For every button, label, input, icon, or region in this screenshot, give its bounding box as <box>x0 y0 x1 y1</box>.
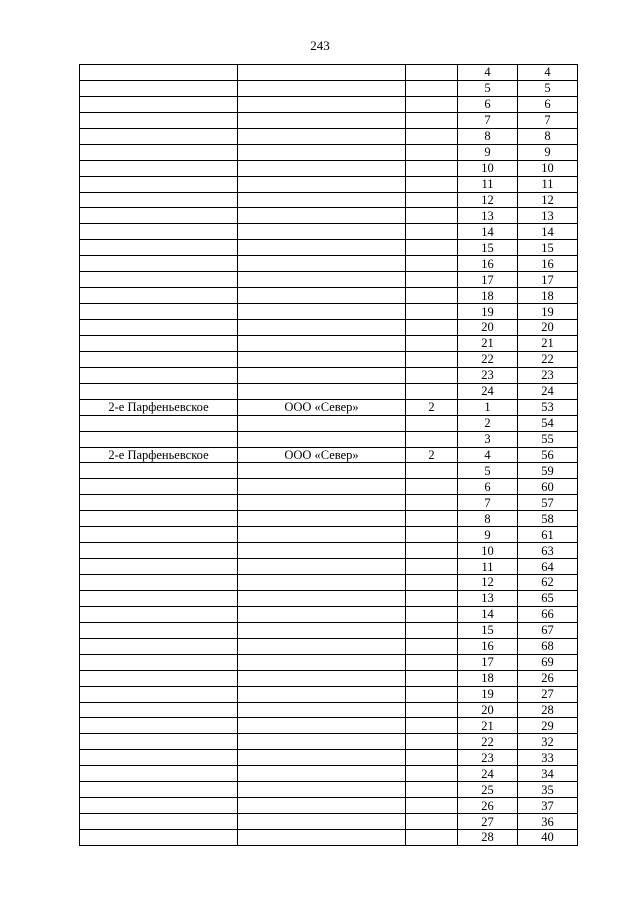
quarter-cell <box>406 128 458 144</box>
plot-number-cell: 23 <box>458 750 518 766</box>
forest-district-cell <box>80 527 238 543</box>
plot-number-cell: 17 <box>458 272 518 288</box>
forest-district-cell: 2-е Парфеньевское <box>80 447 238 463</box>
record-number-cell: 37 <box>518 798 578 814</box>
organization-cell <box>238 543 406 559</box>
forest-district-cell <box>80 208 238 224</box>
record-number-cell: 17 <box>518 272 578 288</box>
organization-cell <box>238 750 406 766</box>
table-row <box>80 351 578 367</box>
plot-number-cell: 10 <box>458 160 518 176</box>
forest-district-cell: 2-е Парфеньевское <box>80 399 238 415</box>
organization-cell <box>238 176 406 192</box>
record-number-cell: 18 <box>518 288 578 304</box>
quarter-cell <box>406 272 458 288</box>
organization-cell <box>238 718 406 734</box>
forest-district-cell <box>80 575 238 591</box>
forest-district-cell <box>80 830 238 846</box>
quarter-cell <box>406 590 458 606</box>
record-number-cell: 54 <box>518 415 578 431</box>
record-number-cell: 11 <box>518 176 578 192</box>
forest-district-cell <box>80 128 238 144</box>
forest-district-cell <box>80 415 238 431</box>
organization-cell <box>238 622 406 638</box>
forest-district-cell <box>80 351 238 367</box>
quarter-cell <box>406 240 458 256</box>
table-row <box>80 399 578 415</box>
plot-number-cell: 25 <box>458 782 518 798</box>
organization-cell <box>238 495 406 511</box>
quarter-cell <box>406 782 458 798</box>
table-row <box>80 622 578 638</box>
organization-cell <box>238 670 406 686</box>
plot-number-cell: 8 <box>458 511 518 527</box>
forest-district-cell <box>80 686 238 702</box>
record-number-cell: 13 <box>518 208 578 224</box>
forest-district-cell <box>80 304 238 320</box>
record-number-cell: 65 <box>518 590 578 606</box>
quarter-cell <box>406 638 458 654</box>
organization-cell <box>238 144 406 160</box>
plot-number-cell: 24 <box>458 766 518 782</box>
plot-number-cell: 15 <box>458 622 518 638</box>
quarter-cell <box>406 335 458 351</box>
quarter-cell <box>406 718 458 734</box>
table-row <box>80 654 578 670</box>
record-number-cell: 36 <box>518 814 578 830</box>
record-number-cell: 12 <box>518 192 578 208</box>
forest-district-cell <box>80 272 238 288</box>
table-row <box>80 224 578 240</box>
plot-number-cell: 6 <box>458 479 518 495</box>
plot-number-cell: 7 <box>458 495 518 511</box>
quarter-cell <box>406 192 458 208</box>
forest-district-cell <box>80 335 238 351</box>
table-row <box>80 575 578 591</box>
record-number-cell: 35 <box>518 782 578 798</box>
plot-number-cell: 21 <box>458 335 518 351</box>
plot-number-cell: 16 <box>458 638 518 654</box>
table-row <box>80 511 578 527</box>
plot-number-cell: 19 <box>458 686 518 702</box>
record-number-cell: 40 <box>518 830 578 846</box>
record-number-cell: 68 <box>518 638 578 654</box>
record-number-cell: 23 <box>518 367 578 383</box>
quarter-cell <box>406 224 458 240</box>
forest-district-cell <box>80 144 238 160</box>
quarter-cell <box>406 304 458 320</box>
table-row <box>80 160 578 176</box>
plot-number-cell: 11 <box>458 176 518 192</box>
table-row <box>80 495 578 511</box>
plot-number-cell: 14 <box>458 606 518 622</box>
organization-cell <box>238 160 406 176</box>
table-row <box>80 479 578 495</box>
table-row <box>80 543 578 559</box>
organization-cell <box>238 479 406 495</box>
organization-cell <box>238 128 406 144</box>
forest-district-cell <box>80 654 238 670</box>
quarter-cell <box>406 479 458 495</box>
quarter-cell <box>406 144 458 160</box>
table-row <box>80 415 578 431</box>
forest-district-cell <box>80 814 238 830</box>
plot-number-cell: 20 <box>458 702 518 718</box>
plot-number-cell: 12 <box>458 575 518 591</box>
quarter-cell <box>406 96 458 112</box>
quarter-cell <box>406 288 458 304</box>
organization-cell <box>238 192 406 208</box>
quarter-cell <box>406 575 458 591</box>
plot-number-cell: 5 <box>458 80 518 96</box>
record-number-cell: 61 <box>518 527 578 543</box>
record-number-cell: 19 <box>518 304 578 320</box>
plot-number-cell: 18 <box>458 288 518 304</box>
quarter-cell <box>406 367 458 383</box>
quarter-cell <box>406 734 458 750</box>
organization-cell <box>238 351 406 367</box>
record-number-cell: 67 <box>518 622 578 638</box>
plot-number-cell: 23 <box>458 367 518 383</box>
record-number-cell: 64 <box>518 559 578 575</box>
organization-cell <box>238 383 406 399</box>
forest-district-cell <box>80 590 238 606</box>
plot-number-cell: 9 <box>458 144 518 160</box>
forest-district-cell <box>80 622 238 638</box>
table-row <box>80 590 578 606</box>
organization-cell <box>238 606 406 622</box>
table-row <box>80 527 578 543</box>
record-number-cell: 6 <box>518 96 578 112</box>
quarter-cell <box>406 208 458 224</box>
plot-number-cell: 20 <box>458 320 518 336</box>
quarter-cell <box>406 702 458 718</box>
record-number-cell: 7 <box>518 112 578 128</box>
forest-district-cell <box>80 718 238 734</box>
table-row <box>80 367 578 383</box>
table-row <box>80 638 578 654</box>
table-row <box>80 447 578 463</box>
records-table <box>79 64 578 846</box>
quarter-cell <box>406 606 458 622</box>
table-row <box>80 304 578 320</box>
plot-number-cell: 27 <box>458 814 518 830</box>
forest-district-cell <box>80 543 238 559</box>
organization-cell <box>238 559 406 575</box>
table-row <box>80 288 578 304</box>
table-row <box>80 814 578 830</box>
forest-district-cell <box>80 431 238 447</box>
plot-number-cell: 5 <box>458 463 518 479</box>
quarter-cell <box>406 750 458 766</box>
plot-number-cell: 9 <box>458 527 518 543</box>
quarter-cell <box>406 495 458 511</box>
plot-number-cell: 3 <box>458 431 518 447</box>
forest-district-cell <box>80 160 238 176</box>
quarter-cell <box>406 415 458 431</box>
table-row <box>80 686 578 702</box>
table-row <box>80 383 578 399</box>
plot-number-cell: 18 <box>458 670 518 686</box>
record-number-cell: 57 <box>518 495 578 511</box>
organization-cell <box>238 734 406 750</box>
record-number-cell: 28 <box>518 702 578 718</box>
plot-number-cell: 7 <box>458 112 518 128</box>
forest-district-cell <box>80 479 238 495</box>
organization-cell <box>238 590 406 606</box>
record-number-cell: 69 <box>518 654 578 670</box>
organization-cell <box>238 208 406 224</box>
organization-cell <box>238 830 406 846</box>
plot-number-cell: 15 <box>458 240 518 256</box>
organization-cell <box>238 320 406 336</box>
table-row <box>80 734 578 750</box>
quarter-cell <box>406 463 458 479</box>
record-number-cell: 58 <box>518 511 578 527</box>
record-number-cell: 5 <box>518 80 578 96</box>
organization-cell <box>238 224 406 240</box>
plot-number-cell: 6 <box>458 96 518 112</box>
record-number-cell: 26 <box>518 670 578 686</box>
table-row <box>80 96 578 112</box>
record-number-cell: 8 <box>518 128 578 144</box>
quarter-cell <box>406 543 458 559</box>
plot-number-cell: 13 <box>458 590 518 606</box>
forest-district-cell <box>80 606 238 622</box>
table-row <box>80 208 578 224</box>
forest-district-cell <box>80 638 238 654</box>
plot-number-cell: 12 <box>458 192 518 208</box>
forest-district-cell <box>80 320 238 336</box>
plot-number-cell: 13 <box>458 208 518 224</box>
forest-district-cell <box>80 256 238 272</box>
record-number-cell: 21 <box>518 335 578 351</box>
forest-district-cell <box>80 383 238 399</box>
plot-number-cell: 16 <box>458 256 518 272</box>
quarter-cell <box>406 320 458 336</box>
record-number-cell: 55 <box>518 431 578 447</box>
record-number-cell: 33 <box>518 750 578 766</box>
quarter-cell <box>406 654 458 670</box>
plot-number-cell: 22 <box>458 351 518 367</box>
quarter-cell <box>406 766 458 782</box>
record-number-cell: 59 <box>518 463 578 479</box>
record-number-cell: 20 <box>518 320 578 336</box>
organization-cell <box>238 335 406 351</box>
forest-district-cell <box>80 702 238 718</box>
record-number-cell: 66 <box>518 606 578 622</box>
record-number-cell: 62 <box>518 575 578 591</box>
record-number-cell: 22 <box>518 351 578 367</box>
forest-district-cell <box>80 798 238 814</box>
quarter-cell <box>406 80 458 96</box>
quarter-cell <box>406 527 458 543</box>
forest-district-cell <box>80 766 238 782</box>
forest-district-cell <box>80 495 238 511</box>
table-row <box>80 782 578 798</box>
plot-number-cell: 8 <box>458 128 518 144</box>
table-row <box>80 670 578 686</box>
organization-cell <box>238 654 406 670</box>
quarter-cell <box>406 622 458 638</box>
record-number-cell: 63 <box>518 543 578 559</box>
record-number-cell: 32 <box>518 734 578 750</box>
organization-cell <box>238 463 406 479</box>
table-row <box>80 559 578 575</box>
record-number-cell: 14 <box>518 224 578 240</box>
quarter-cell: 2 <box>406 399 458 415</box>
table-row <box>80 256 578 272</box>
forest-district-cell <box>80 96 238 112</box>
record-number-cell: 60 <box>518 479 578 495</box>
table-row <box>80 65 578 81</box>
table-row <box>80 112 578 128</box>
forest-district-cell <box>80 80 238 96</box>
organization-cell <box>238 240 406 256</box>
record-number-cell: 10 <box>518 160 578 176</box>
organization-cell <box>238 80 406 96</box>
organization-cell <box>238 367 406 383</box>
organization-cell <box>238 782 406 798</box>
forest-district-cell <box>80 750 238 766</box>
forest-district-cell <box>80 511 238 527</box>
table-row <box>80 431 578 447</box>
quarter-cell <box>406 798 458 814</box>
quarter-cell <box>406 351 458 367</box>
record-number-cell: 53 <box>518 399 578 415</box>
organization-cell <box>238 96 406 112</box>
organization-cell: ООО «Север» <box>238 447 406 463</box>
organization-cell <box>238 798 406 814</box>
record-number-cell: 56 <box>518 447 578 463</box>
forest-district-cell <box>80 240 238 256</box>
plot-number-cell: 11 <box>458 559 518 575</box>
plot-number-cell: 19 <box>458 304 518 320</box>
organization-cell <box>238 814 406 830</box>
organization-cell <box>238 112 406 128</box>
plot-number-cell: 4 <box>458 65 518 81</box>
quarter-cell <box>406 176 458 192</box>
table-row <box>80 272 578 288</box>
table-row <box>80 320 578 336</box>
organization-cell <box>238 65 406 81</box>
record-number-cell: 9 <box>518 144 578 160</box>
quarter-cell <box>406 670 458 686</box>
table-row <box>80 144 578 160</box>
plot-number-cell: 26 <box>458 798 518 814</box>
table-row <box>80 128 578 144</box>
organization-cell <box>238 702 406 718</box>
forest-district-cell <box>80 112 238 128</box>
table-row <box>80 798 578 814</box>
organization-cell: ООО «Север» <box>238 399 406 415</box>
organization-cell <box>238 766 406 782</box>
table-row <box>80 718 578 734</box>
forest-district-cell <box>80 288 238 304</box>
table-row <box>80 606 578 622</box>
forest-district-cell <box>80 176 238 192</box>
organization-cell <box>238 272 406 288</box>
organization-cell <box>238 415 406 431</box>
table-row <box>80 192 578 208</box>
organization-cell <box>238 288 406 304</box>
quarter-cell <box>406 559 458 575</box>
plot-number-cell: 4 <box>458 447 518 463</box>
forest-district-cell <box>80 367 238 383</box>
quarter-cell <box>406 830 458 846</box>
quarter-cell: 2 <box>406 447 458 463</box>
table-row <box>80 702 578 718</box>
forest-district-cell <box>80 463 238 479</box>
quarter-cell <box>406 160 458 176</box>
organization-cell <box>238 431 406 447</box>
quarter-cell <box>406 431 458 447</box>
table-row <box>80 830 578 846</box>
plot-number-cell: 10 <box>458 543 518 559</box>
record-number-cell: 29 <box>518 718 578 734</box>
quarter-cell <box>406 256 458 272</box>
forest-district-cell <box>80 65 238 81</box>
table-row <box>80 766 578 782</box>
quarter-cell <box>406 511 458 527</box>
record-number-cell: 4 <box>518 65 578 81</box>
records-table-body <box>80 65 578 846</box>
organization-cell <box>238 511 406 527</box>
record-number-cell: 16 <box>518 256 578 272</box>
organization-cell <box>238 638 406 654</box>
table-row <box>80 335 578 351</box>
record-number-cell: 15 <box>518 240 578 256</box>
organization-cell <box>238 256 406 272</box>
plot-number-cell: 24 <box>458 383 518 399</box>
plot-number-cell: 2 <box>458 415 518 431</box>
quarter-cell <box>406 814 458 830</box>
record-number-cell: 27 <box>518 686 578 702</box>
page-number: 243 <box>310 38 330 53</box>
quarter-cell <box>406 383 458 399</box>
record-number-cell: 34 <box>518 766 578 782</box>
table-row <box>80 240 578 256</box>
plot-number-cell: 17 <box>458 654 518 670</box>
plot-number-cell: 28 <box>458 830 518 846</box>
plot-number-cell: 21 <box>458 718 518 734</box>
forest-district-cell <box>80 734 238 750</box>
forest-district-cell <box>80 192 238 208</box>
organization-cell <box>238 304 406 320</box>
plot-number-cell: 22 <box>458 734 518 750</box>
forest-district-cell <box>80 782 238 798</box>
table-row <box>80 463 578 479</box>
plot-number-cell: 14 <box>458 224 518 240</box>
forest-district-cell <box>80 559 238 575</box>
table-row <box>80 176 578 192</box>
quarter-cell <box>406 686 458 702</box>
organization-cell <box>238 527 406 543</box>
forest-district-cell <box>80 224 238 240</box>
quarter-cell <box>406 65 458 81</box>
table-row <box>80 750 578 766</box>
organization-cell <box>238 575 406 591</box>
record-number-cell: 24 <box>518 383 578 399</box>
table-row <box>80 80 578 96</box>
plot-number-cell: 1 <box>458 399 518 415</box>
quarter-cell <box>406 112 458 128</box>
forest-district-cell <box>80 670 238 686</box>
organization-cell <box>238 686 406 702</box>
